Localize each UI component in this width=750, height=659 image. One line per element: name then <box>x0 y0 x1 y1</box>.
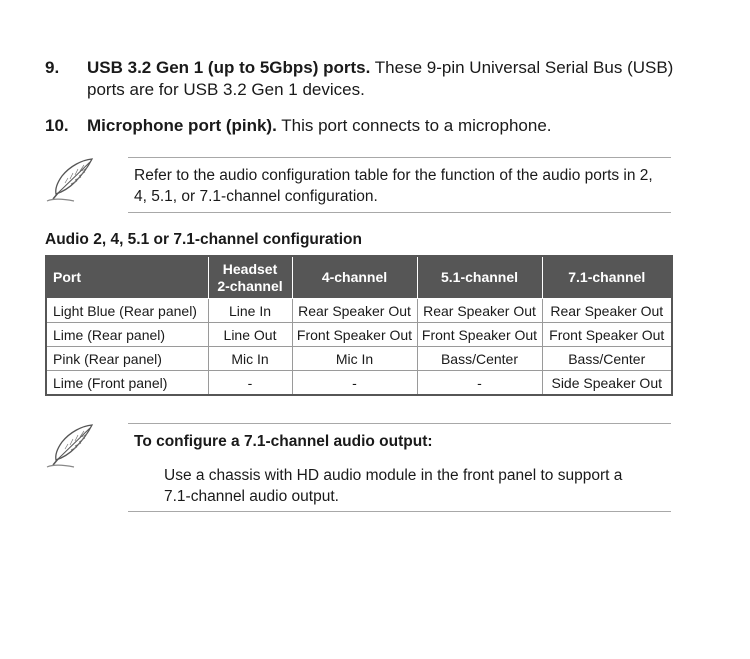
cell-headset: Line In <box>208 299 292 323</box>
cell-headset: Mic In <box>208 347 292 371</box>
header-7-1-channel: 7.1-channel <box>542 256 672 299</box>
cell-5-1-channel: Bass/Center <box>417 347 542 371</box>
table-row <box>46 371 672 396</box>
note-text: Refer to the audio configuration table for the function of the audio ports in 2, 4, 5.1, or 7.1-channel configuration. <box>134 167 653 205</box>
list-item-9 <box>45 57 685 101</box>
item-number: 9. <box>45 58 60 77</box>
cell-4-channel: Front Speaker Out <box>292 323 417 347</box>
item-body <box>87 115 685 137</box>
note-bottom-rule <box>128 212 671 213</box>
cell-port: Light Blue (Rear panel) <box>46 299 208 323</box>
audio-config-table <box>45 255 673 396</box>
header-headset-line2: 2-channel <box>217 277 283 294</box>
item-lead: Microphone port (pink). <box>87 116 277 135</box>
table-row <box>46 347 672 371</box>
cell-7-1-channel: Side Speaker Out <box>542 371 672 396</box>
cell-port: Lime (Front panel) <box>46 371 208 396</box>
note-top-rule <box>128 423 671 424</box>
table-row <box>46 323 672 347</box>
item-number: 10. <box>45 116 69 135</box>
cell-4-channel: Rear Speaker Out <box>292 299 417 323</box>
note-text: Use a chassis with HD audio module in the front panel to support a 7.1-channel audio output. <box>164 467 623 505</box>
header-4-channel: 4-channel <box>292 256 417 299</box>
table-title: Audio 2, 4, 5.1 or 7.1-channel configuration <box>45 231 362 248</box>
header-headset <box>208 256 292 299</box>
list-item-10 <box>45 115 685 137</box>
table-row <box>46 299 672 323</box>
cell-7-1-channel: Front Speaker Out <box>542 323 672 347</box>
cell-5-1-channel: Rear Speaker Out <box>417 299 542 323</box>
note-bottom-rule <box>128 511 671 512</box>
header-5-1-channel: 5.1-channel <box>417 256 542 299</box>
table-header-row <box>46 256 672 299</box>
cell-port: Lime (Rear panel) <box>46 323 208 347</box>
cell-4-channel: Mic In <box>292 347 417 371</box>
item-text: This port connects to a microphone. <box>276 116 552 135</box>
cell-port: Pink (Rear panel) <box>46 347 208 371</box>
cell-5-1-channel: - <box>417 371 542 396</box>
note-title: To configure a 7.1-channel audio output: <box>134 433 433 450</box>
item-body <box>87 57 685 101</box>
cell-4-channel: - <box>292 371 417 396</box>
feather-pen-icon <box>44 422 96 470</box>
cell-headset: Line Out <box>208 323 292 347</box>
header-headset-line1: Headset <box>222 260 278 277</box>
cell-5-1-channel: Front Speaker Out <box>417 323 542 347</box>
item-text: These 9-pin Universal Serial Bus (USB) ports are for USB 3.2 Gen 1 devices. <box>87 58 674 99</box>
cell-7-1-channel: Rear Speaker Out <box>542 299 672 323</box>
note-top-rule <box>128 157 671 158</box>
item-lead: USB 3.2 Gen 1 (up to 5Gbps) ports. <box>87 58 371 77</box>
cell-7-1-channel: Bass/Center <box>542 347 672 371</box>
cell-headset: - <box>208 371 292 396</box>
header-port: Port <box>46 256 208 299</box>
feather-pen-icon <box>44 156 96 204</box>
